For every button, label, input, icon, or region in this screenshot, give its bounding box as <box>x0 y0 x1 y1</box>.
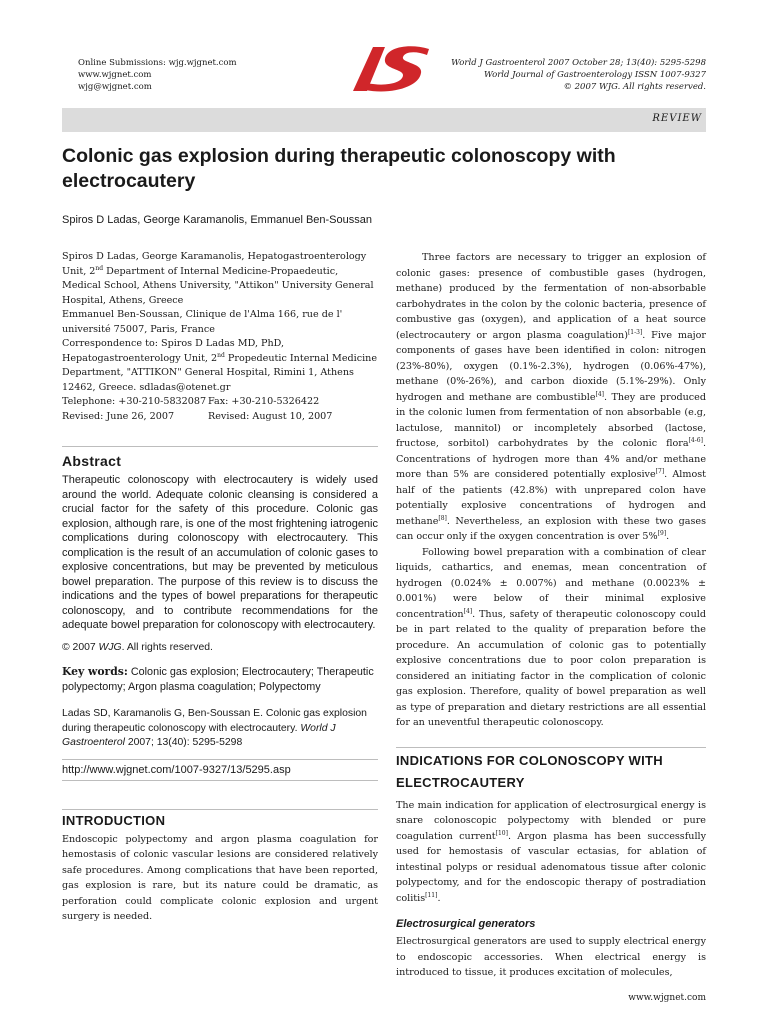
section-banner <box>62 108 706 132</box>
keywords-label: Key words: <box>62 665 128 678</box>
left-column <box>62 250 378 925</box>
article-title: Colonic gas explosion during therapeutic colonoscopy with electrocautery <box>62 145 616 192</box>
header-citation-line: World J Gastroenterol 2007 October 28; 13(40): 5295-5298 <box>451 58 706 68</box>
footer-url[interactable]: www.wjgnet.com <box>628 993 706 1003</box>
abstract-copyright: © 2007 WJG. All rights reserved. <box>62 641 213 653</box>
header-contact-line: Online Submissions: wjg.wjgnet.com <box>78 58 237 68</box>
abstract-heading: Abstract <box>62 446 378 469</box>
header-citation-block <box>451 57 706 93</box>
header-contact-line[interactable]: www.wjgnet.com <box>78 70 152 80</box>
article-url[interactable]: http://www.wjgnet.com/1007-9327/13/5295.asp <box>62 759 378 781</box>
body-paragraph: Electrosurgical generators are used to supply electrical energy to endoscopic accessories. When electrical energy is introduced to tissue, it produces excitation of molecules, <box>396 936 706 978</box>
dates-line <box>62 410 378 425</box>
fax: Fax: +30-210-5326422 <box>208 396 320 407</box>
body-paragraph: Following bowel preparation with a combination of clear liquids, cathartics, and enemas, mean concentration of hydrogen (0.024% ± 0.007%) and methane (0.0023% ± 0.001%) were below of their minimal explosive concentration[4]. Thus, safety of therapeutic colonoscopy could be in part related to the quality of preparation before the procedure. An accumulation of colonic gas to potentially explosive concentrations due to poor colon preparation is considered an initiating factor in the complication of colonic gas explosion. Therefore, quality of bowel preparation as well as type of preparation and dietary restrictions are all essential for an uneventful therapeutic colonoscopy. <box>396 546 706 728</box>
telephone: Telephone: +30-210-5832087 <box>62 396 207 407</box>
introduction-heading: INTRODUCTION <box>62 809 378 828</box>
author-list: Spiros D Ladas, George Karamanolis, Emmanuel Ben-Soussan <box>62 214 372 226</box>
affiliation-1: Spiros D Ladas, George Karamanolis, Hepatogastroenterology Unit, 2nd Department of Internal Medicine-Propaedeutic, Medical School, Athens University, "Attikon" University General Hospital, Athens, Greece <box>62 251 374 306</box>
right-column <box>396 250 706 981</box>
body-paragraph: Three factors are necessary to trigger an explosion of colonic gases: presence of combustible gases (hydrogen, methane) produced by the fermentation of non-absorbable carbohydrates in the colon by the colonic bacteria, presence of combustive gas (oxygen), and application of a heat source (electrocautery or argon plasma coagulation)[1-3]. Five major components of gases have been identified in colon: nitrogen (23%-80%), oxygen (0.1%-2.3%), hydrogen (0.06%-47%), methane (0%-26%), and carbon dioxide (5.1%-29%). Only hydrogen and methane are combustible[4]. They are produced in the colonic lumen from fermentation of non absorbable (e.g, lactulose, mannitol) or incompletely absorbed (lactose, fructose, sorbitol) carbohydrates by the colonic flora[4-6]. Concentrations of hydrogen more than 4% and/or methane more than 5% are considered potentially explosive[7]. Almost half of the patients (42.8%) with unprepared colon have potentially explosive concentrations of hydrogen and methane[8]. Nevertheless, an explosion with these two gases can occur only if the oxygen concentration is over 5%[9]. <box>396 252 706 542</box>
header-contact-block <box>78 57 237 93</box>
citation: Ladas SD, Karamanolis G, Ben-Soussan E. Colonic gas explosion during therapeutic colonoscopy with electrocautery. World J Gastroenterol 2007; 13(40): 5295-5298 <box>62 708 367 748</box>
electrosurgical-subheading: Electrosurgical generators <box>396 918 536 930</box>
header-contact-line[interactable]: wjg@wjgnet.com <box>78 82 152 92</box>
header-citation-line: World Journal of Gastroenterology ISSN 1007-9327 <box>483 70 706 80</box>
revised-date: Revised: August 10, 2007 <box>208 410 333 422</box>
section-label: REVIEW <box>652 113 702 124</box>
affiliations <box>62 250 378 424</box>
affiliation-2: Emmanuel Ben-Soussan, Clinique de l'Alma 166, rue de l' université 75007, Paris, France <box>62 309 343 335</box>
body-paragraph: The main indication for application of electrosurgical energy is snare colonoscopic polypectomy with blended or pure coagulation current[10]. Argon plasma has been successfully used for hemostasis of vascular ectasias, for ablation of intestinal polyps or residual adenomatous tissue after colonic polypectomy, and for the endoscopic therapy of postradiation colitis[11]. <box>396 799 706 904</box>
indications-heading: INDICATIONS FOR COLONOSCOPY WITH ELECTROCAUTERY <box>396 747 706 794</box>
phone-fax-line <box>62 395 378 410</box>
introduction-text: Endoscopic polypectomy and argon plasma coagulation for hemostasis of colonic vascular lesions are considered relatively safe procedures. Among complications that have been reported, gas explosion is rare, but its nature could be dramatic, as perforation could complicate colonic explosion and urgent surgery is needed. <box>62 833 378 922</box>
received-date: Revised: June 26, 2007 <box>62 410 175 422</box>
header-citation-line: © 2007 WJG. All rights reserved. <box>563 82 706 92</box>
abstract-text: Therapeutic colonoscopy with electrocautery is widely used around the world. Adequate colonic cleansing is considered a crucial factor for the safety of this procedure. Colonic gas explosion, although rare, is one of the most frightening iatrogenic complications during colonoscopy with electrocautery. This complication is the result of an accumulation of colonic gases to explosive concentrations, but may be prevented by meticulous bowel preparation. The purpose of this review is to discuss the indications and the types of bowel preparations for therapeutic colonoscopy, and to contribute recommendations for the adequate bowel preparation for colonoscopy with electrocautery. <box>62 474 378 631</box>
keywords: Key words: Colonic gas explosion; Electrocautery; Therapeutic polypectomy; Argon plasma coagulation; Polypectomy <box>62 665 374 693</box>
correspondence: Correspondence to: Spiros D Ladas MD, PhD, Hepatogastroenterology Unit, 2nd Propedeutic Internal Medicine Department, "ATTIKON" General Hospital, Rimini 1, Athens 12462, Greece. sdladas@otenet.gr <box>62 338 378 393</box>
journal-logo <box>345 43 431 93</box>
